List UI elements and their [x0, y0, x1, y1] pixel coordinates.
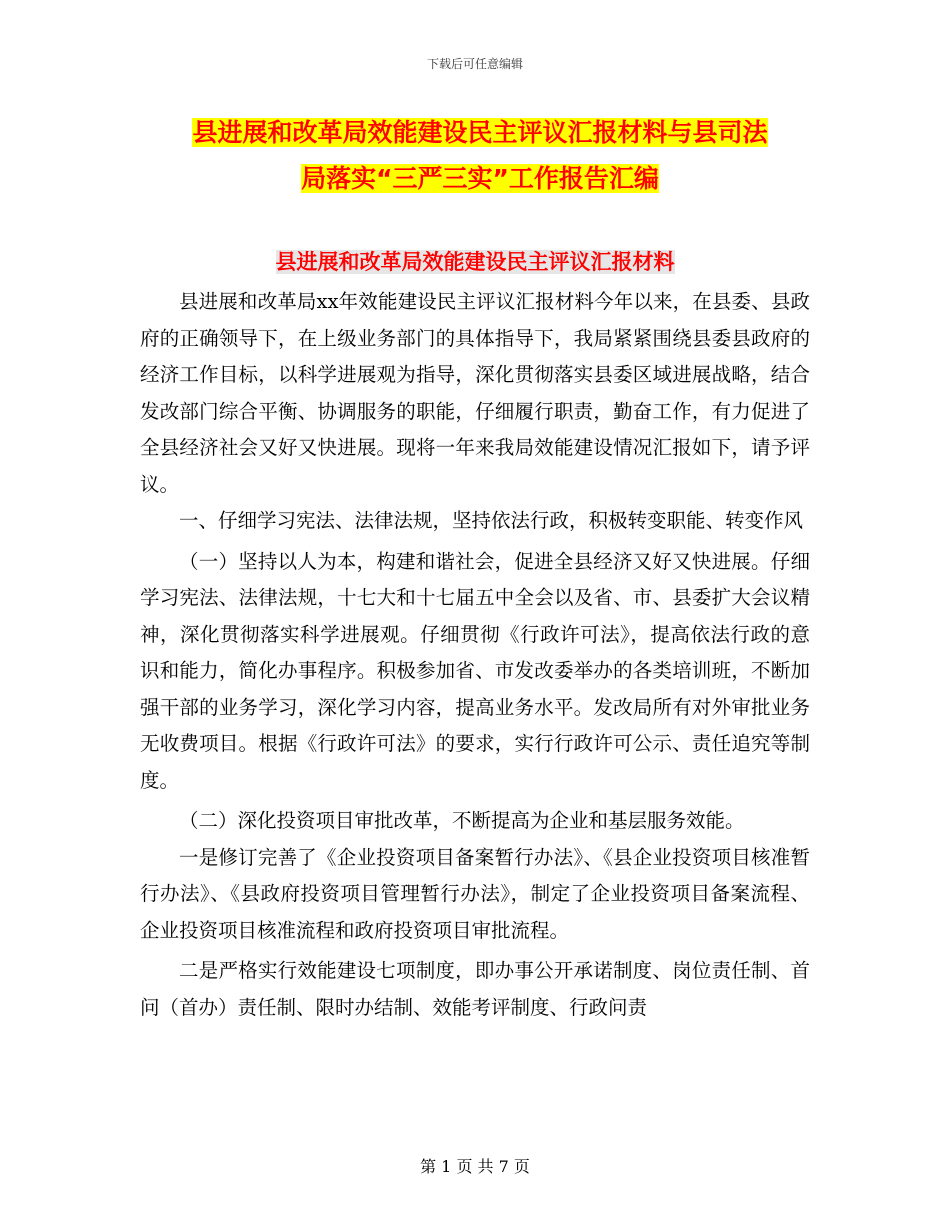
paragraph-point-1: 一是修订完善了《企业投资项目备案暂行办法》、《县企业投资项目核准暂行办法》、《县政府投资项目管理暂行办法》，制定了企业投资项目备案流程、企业投资项目核准流程和政府投资项目审批流程。 — [140, 845, 810, 942]
section-heading — [140, 247, 810, 277]
document-title — [140, 110, 820, 202]
header-note: 下载后可任意编辑 — [426, 57, 523, 71]
body-text — [140, 284, 810, 1026]
paragraph-point-2: 二是严格实行效能建设七项制度，即办事公开承诺制度、岗位责任制、首问（首办）责任制、限时办结制、效能考评制度、行政问责 — [140, 959, 810, 1019]
paragraph-heading-1: 一、仔细学习宪法、法律法规，坚持依法行政，积极转变职能、转变作风 — [179, 509, 804, 532]
paragraph-item-2: （二）深化投资项目审批改革，不断提高为企业和基层服务效能。 — [179, 809, 745, 832]
title-line-2-text: 局落实“三严三实”工作报告汇编 — [301, 164, 659, 193]
title-line-1-text: 县进展和改革局效能建设民主评议汇报材料与县司法 — [192, 118, 768, 147]
paragraph-item-1: （一）坚持以人为本，构建和谐社会，促进全县经济又好又快进展。仔细学习宪法、法律法规，十七大和十七届五中全会以及省、市、县委扩大会议精神，深化贯彻落实科学进展观。仔细贯彻《行政许可法》，提高依法行政的意识和能力，简化办事程序。积极参加省、市发改委举办的各类培训班，不断加强干部的业务学习，深化学习内容，提高业务水平。发改局所有对外审批业务无收费项目。根据《行政许可法》的要求，实行行政许可公示、责任追究等制度。 — [140, 549, 810, 792]
page-number: 第 1 页 共 7 页 — [420, 1157, 530, 1176]
paragraph-intro: 县进展和改革局xx年效能建设民主评议汇报材料今年以来，在县委、县政府的正确领导下，在上级业务部门的具体指导下，我局紧紧围绕县委县政府的经济工作目标，以科学进展观为指导，深化贯彻落实县委区域进展战略，结合发改部门综合平衡、协调服务的职能，仔细履行职责，勤奋工作，有力促进了全县经济社会又好又快进展。现将一年来我局效能建设情况汇报如下，请予评议。 — [140, 290, 810, 496]
section-heading-text: 县进展和改革局效能建设民主评议汇报材料 — [275, 250, 675, 274]
title-line-1 — [140, 110, 820, 156]
title-line-2 — [140, 156, 820, 202]
